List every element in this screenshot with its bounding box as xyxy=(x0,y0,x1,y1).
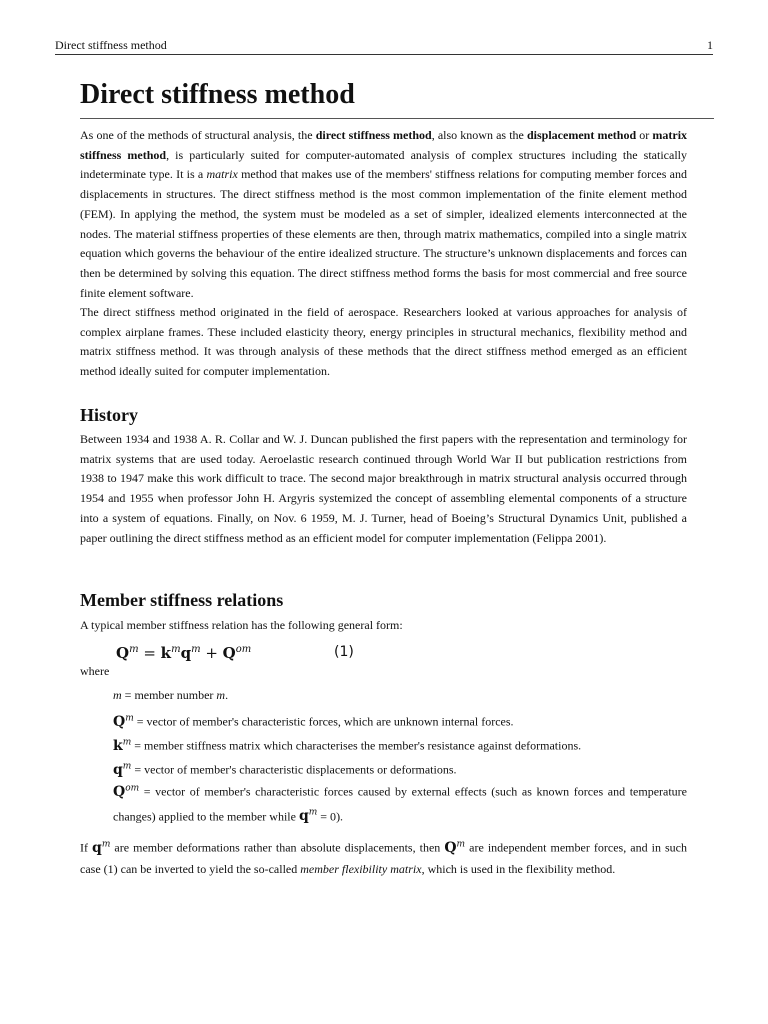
equation-body: $Q^m = k^mq^m + Q^{om}$ xyxy=(116,644,252,662)
term-matrix: matrix xyxy=(206,167,238,182)
term-matrix-stiffness: matrix stiffness method xyxy=(80,128,688,162)
term-direct-stiffness: direct stiffness method xyxy=(315,128,432,142)
history-heading: History xyxy=(80,405,138,425)
def-Qom: $Q^{om}$ = vector of member's characteristic forces caused by external effects (such as known forces and temperature changes) applied to the member while $q^m = 0$). xyxy=(113,783,687,825)
def-q: $q^m$ = vector of member's characteristic displacements or deformations. xyxy=(113,761,457,778)
term-displacement-method: displacement method xyxy=(527,128,637,142)
where-label: where xyxy=(80,664,110,678)
equation-number: (1) xyxy=(334,644,354,660)
page-number: 1 xyxy=(707,38,713,52)
def-m: m = member number m. xyxy=(113,688,229,702)
term-flexibility-matrix: member flexibility matrix xyxy=(300,861,422,876)
def-Q: $Q^m$ = vector of member's characteristic forces, which are unknown internal forces. xyxy=(113,713,514,730)
intro-paragraph-2: The direct stiffness method originated in the field of aerospace. Researchers looked at various approaches for analysis of complex airplane frames. These included elasticity theory, energy principles in structural mechanics, flexibility method and matrix stiffness method. It was through analysis of these methods that the direct stiffness method emerged as an efficient method ideally suited for computer implementation. xyxy=(80,305,687,379)
member-intro: A typical member stiffness relation has the following general form: xyxy=(80,618,403,632)
closing-paragraph: If $q^m$ are member deformations rather than absolute displacements, then $Q^m$ are independent member forces, and in such case (1) can be inverted to yield the so-called member flexibility matrix, which is used in the flexibility method. xyxy=(80,839,687,876)
intro-paragraph-1: As one of the methods of structural analysis, the direct stiffness method, also known as the displacement method or matrix stiffness method, is particularly suited for computer-automated analysis of complex structures including the statically indeterminate type. It is a matrix method that makes use of the members' stiffness relations for computing member forces and displacements in structures. The direct stiffness method is the most common implementation of the finite element method (FEM). In applying the method, the system must be modeled as a set of simpler, idealized elements interconnected at the nodes. The material stiffness properties of these elements are then, through matrix mathematics, compiled into a single matrix equation which governs the behaviour of the entire idealized structure. The structure’s unknown displacements and forces can then be determined by solving this equation. The direct stiffness method forms the basis for most commercial and free source finite element software. xyxy=(80,128,688,300)
history-paragraph: Between 1934 and 1938 A. R. Collar and W. J. Duncan published the first papers with the representation and terminology for matrix systems that are used today. Aeroelastic research continued through World War II but publication restrictions from 1938 to 1947 make this work difficult to trace. The second major breakthrough in matrix structural analysis occurred through 1954 and 1955 when professor John H. Argyris systemized the concept of assembling elemental components of a structure into a system of equations. Finally, on Nov. 6 1959, M. J. Turner, head of Boeing’s Structural Dynamics Unit, published a paper outlining the direct stiffness method as an efficient model for computer implementation (Felippa 2001). xyxy=(80,432,687,545)
equation-1 xyxy=(116,642,376,664)
member-stiffness-heading: Member stiffness relations xyxy=(80,590,284,610)
running-header xyxy=(55,36,713,55)
def-k: $k^m$ = member stiffness matrix which characterises the member's resistance against deformations. xyxy=(113,737,582,754)
running-header-title: Direct stiffness method xyxy=(55,38,167,52)
article-title: Direct stiffness method xyxy=(80,76,714,119)
